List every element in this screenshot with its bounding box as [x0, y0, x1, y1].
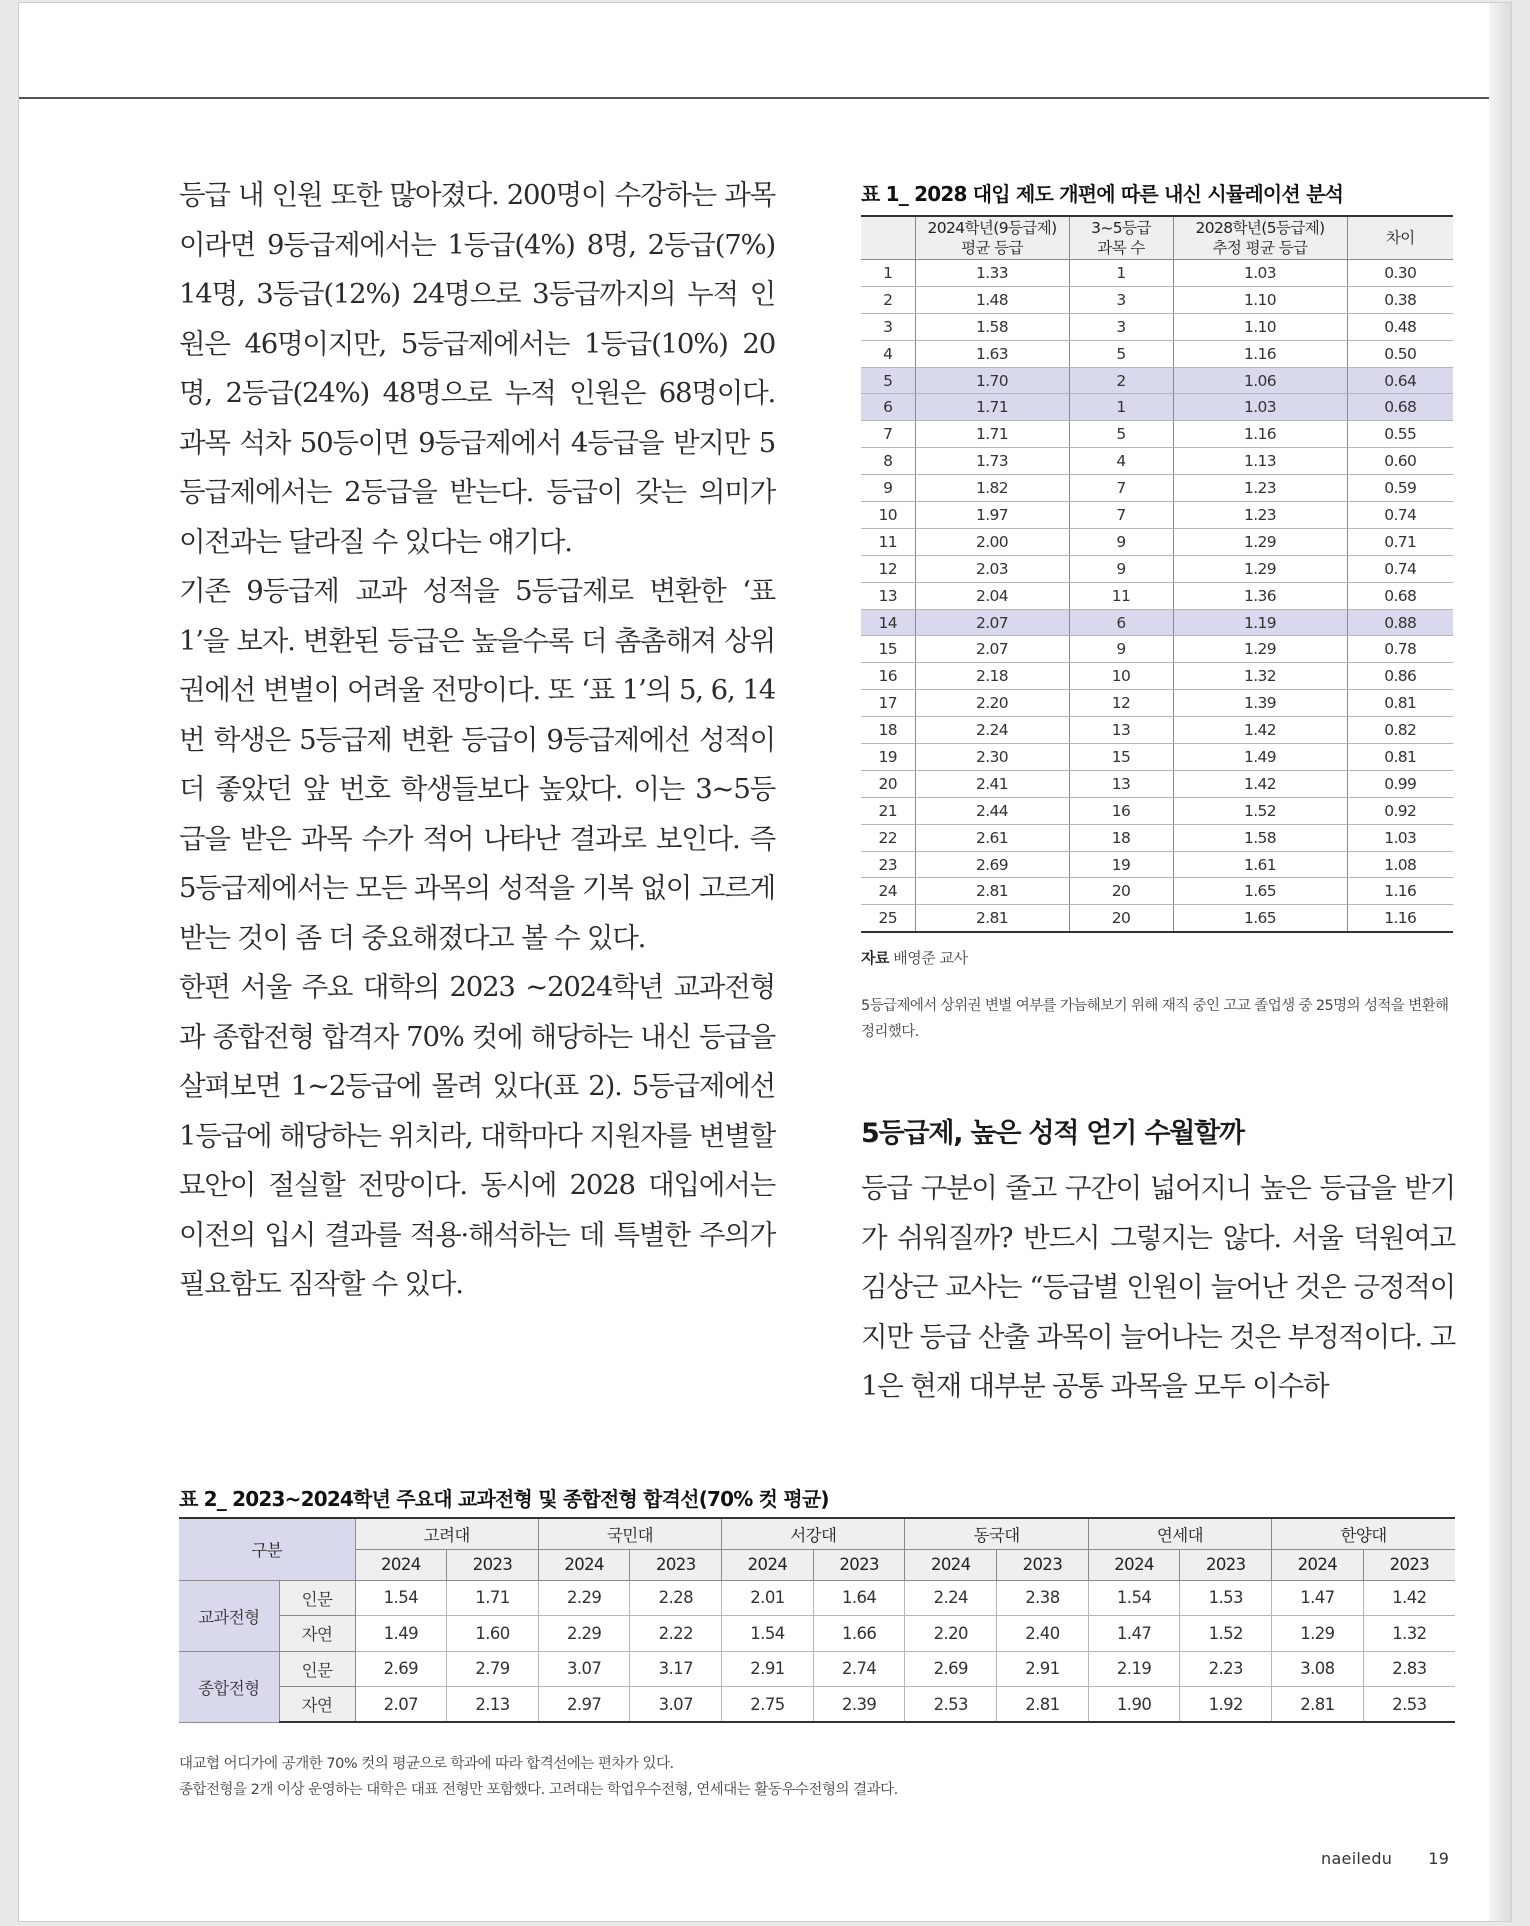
table-cell: 14 — [861, 609, 915, 636]
table-cell: 1.97 — [915, 502, 1069, 529]
table-cell: 2.53 — [905, 1687, 997, 1723]
table-cell: 2.04 — [915, 582, 1069, 609]
table-row — [861, 770, 1453, 797]
table-cell: 1.65 — [1173, 878, 1347, 905]
table-row — [861, 448, 1453, 475]
table-row — [861, 286, 1453, 313]
table-cell: 2.81 — [915, 905, 1069, 932]
table-cell: 1.33 — [915, 260, 1069, 287]
table-cell: 1.64 — [813, 1580, 905, 1616]
year-header: 2023 — [1180, 1549, 1272, 1580]
magazine-page — [18, 2, 1512, 1922]
table-row — [861, 744, 1453, 771]
table-cell: 1.82 — [915, 475, 1069, 502]
table-cell: 2 — [861, 286, 915, 313]
table-cell: 17 — [861, 690, 915, 717]
table2-header-row — [179, 1518, 1455, 1549]
table-cell: 1.66 — [813, 1616, 905, 1652]
year-header: 2024 — [538, 1549, 630, 1580]
table-cell: 2.03 — [915, 555, 1069, 582]
table-cell: 2.44 — [915, 797, 1069, 824]
table-cell: 1.42 — [1173, 717, 1347, 744]
table-cell: 4 — [861, 340, 915, 367]
table-cell: 20 — [1069, 878, 1173, 905]
table1 — [861, 215, 1453, 933]
table-cell: 0.38 — [1347, 286, 1453, 313]
table-cell: 2.29 — [538, 1580, 630, 1616]
table-cell: 19 — [861, 744, 915, 771]
table-cell: 2.74 — [813, 1651, 905, 1687]
table-cell: 1.23 — [1173, 502, 1347, 529]
table-cell: 1.19 — [1173, 609, 1347, 636]
table-cell: 1.61 — [1173, 851, 1347, 878]
table-row — [861, 313, 1453, 340]
table-cell: 0.88 — [1347, 609, 1453, 636]
table-row — [861, 555, 1453, 582]
table-cell: 2.18 — [915, 663, 1069, 690]
year-header: 2024 — [722, 1549, 814, 1580]
year-header: 2024 — [1272, 1549, 1364, 1580]
footer-brand: naeiledu — [1321, 1849, 1393, 1868]
table-cell: 2.24 — [905, 1580, 997, 1616]
table-cell: 1 — [1069, 394, 1173, 421]
table-cell: 2.40 — [997, 1616, 1089, 1652]
table-cell: 2.91 — [722, 1651, 814, 1687]
table-cell: 10 — [1069, 663, 1173, 690]
table-cell: 21 — [861, 797, 915, 824]
table-row — [861, 797, 1453, 824]
table-cell: 20 — [1069, 905, 1173, 932]
table-cell: 2.00 — [915, 528, 1069, 555]
table-cell: 16 — [1069, 797, 1173, 824]
table-cell: 1.10 — [1173, 313, 1347, 340]
body-paragraph: 한편 서울 주요 대학의 2023 ~2024학년 교과전형과 종합전형 합격자 70% 컷에 해당하는 내신 등급을 살펴보면 1~2등급에 몰려 있다(표 2). 5등급제에선 1등급에 해당하는 위치라, 대학마다 지원자를 변별할 묘안이 절실할 전망이다. 동시에 2028 대입에서는 이전의 입시 결과를 적용·해석하는 데 특별한 주의가 필요함도 짐작할 수 있다. — [179, 971, 775, 1300]
table-cell: 7 — [1069, 475, 1173, 502]
table-cell: 1.52 — [1180, 1616, 1272, 1652]
table-cell: 1.54 — [722, 1616, 814, 1652]
table-cell: 3 — [1069, 313, 1173, 340]
table-cell: 25 — [861, 905, 915, 932]
table-cell: 3.17 — [630, 1651, 722, 1687]
table-cell: 1.48 — [915, 286, 1069, 313]
table-cell: 16 — [861, 663, 915, 690]
university-header: 국민대 — [538, 1518, 721, 1549]
table-cell: 0.74 — [1347, 555, 1453, 582]
table-cell: 0.48 — [1347, 313, 1453, 340]
table2-title: 표 2_ 2023~2024학년 주요대 교과전형 및 종합전형 합격선(70% 컷 평균) — [179, 1487, 829, 1511]
table-cell: 2.91 — [997, 1651, 1089, 1687]
table-cell: 1.06 — [1173, 367, 1347, 394]
table2-year-row — [179, 1549, 1455, 1580]
table-cell: 1.32 — [1363, 1616, 1455, 1652]
table-cell: 0.30 — [1347, 260, 1453, 287]
table2 — [179, 1517, 1455, 1723]
table-cell: 1 — [1069, 260, 1173, 287]
table-cell: 5 — [1069, 340, 1173, 367]
table-cell: 1.23 — [1173, 475, 1347, 502]
body-paragraph: 기존 9등급제 교과 성적을 5등급제로 변환한 ‘표 1’을 보자. 변환된 등급은 높을수록 더 촘촘해져 상위권에선 변별이 어려울 전망이다. 또 ‘표 1’의 5, 6, 14번 학생은 5등급제 변환 등급이 9등급제에선 성적이 더 좋았던 앞 번호 학생들보다 높았다. 이는 3~5등급을 받은 과목 수가 적어 나타난 결과로 보인다. 즉 5등급제에서는 모든 과목의 성적을 기복 없이 고르게 받는 것이 좀 더 중요해졌다고 볼 수 있다. — [179, 575, 775, 954]
table-cell: 19 — [1069, 851, 1173, 878]
table-cell: 1 — [861, 260, 915, 287]
table2-note: 대교협 어디가에 공개한 70% 컷의 평균으로 학과에 따라 합격선에는 편차가 있다. — [179, 1756, 674, 1772]
right-column — [861, 1111, 1455, 1412]
table-cell: 12 — [861, 555, 915, 582]
university-header: 동국대 — [905, 1518, 1088, 1549]
top-band — [19, 3, 1511, 99]
table-cell: 0.86 — [1347, 663, 1453, 690]
table-cell: 1.16 — [1173, 340, 1347, 367]
table-cell: 0.81 — [1347, 744, 1453, 771]
table-cell: 9 — [1069, 528, 1173, 555]
table-cell: 2.29 — [538, 1616, 630, 1652]
table-cell: 1.29 — [1272, 1616, 1364, 1652]
table-cell: 1.49 — [355, 1616, 447, 1652]
table-cell: 1.49 — [1173, 744, 1347, 771]
table-row — [861, 878, 1453, 905]
table1-title: 표 1_ 2028 대입 제도 개편에 따른 내신 시뮬레이션 분석 — [861, 182, 1344, 206]
table-row — [861, 502, 1453, 529]
table2-corner: 구분 — [179, 1518, 355, 1580]
source-label: 자료 — [861, 949, 889, 967]
table1-header-line: 평균 등급 — [961, 239, 1023, 257]
table-cell: 23 — [861, 851, 915, 878]
table-cell: 1.52 — [1173, 797, 1347, 824]
year-header: 2024 — [1088, 1549, 1180, 1580]
table-cell: 22 — [861, 824, 915, 851]
table-cell: 0.50 — [1347, 340, 1453, 367]
table-cell: 5 — [861, 367, 915, 394]
table-cell: 1.58 — [915, 313, 1069, 340]
table-cell: 2.39 — [813, 1687, 905, 1723]
table-cell: 1.39 — [1173, 690, 1347, 717]
table-cell: 9 — [1069, 636, 1173, 663]
table-cell: 1.03 — [1347, 824, 1453, 851]
table-cell: 2.41 — [915, 770, 1069, 797]
table-cell: 15 — [1069, 744, 1173, 771]
table-row — [861, 421, 1453, 448]
table-cell: 2.53 — [1363, 1687, 1455, 1723]
subcategory-cell: 인문 — [279, 1651, 355, 1687]
year-header: 2023 — [813, 1549, 905, 1580]
table-cell: 7 — [1069, 502, 1173, 529]
category-cell: 종합전형 — [179, 1651, 279, 1722]
table-cell: 1.16 — [1347, 905, 1453, 932]
year-header: 2023 — [630, 1549, 722, 1580]
page-number: 19 — [1428, 1849, 1450, 1868]
table-row — [179, 1616, 1455, 1652]
table-cell: 0.81 — [1347, 690, 1453, 717]
table-row — [861, 824, 1453, 851]
table-cell: 2.24 — [915, 717, 1069, 744]
university-header: 서강대 — [722, 1518, 905, 1549]
table-cell: 3.07 — [630, 1687, 722, 1723]
body-paragraph: 등급 구분이 줄고 구간이 넓어지니 높은 등급을 받기가 쉬워질까? 반드시 그렇지는 않다. 서울 덕원여고 김상근 교사는 “등급별 인원이 늘어난 것은 긍정적이지만 등급 산출 과목이 늘어나는 것은 부정적이다. 고1은 현재 대부분 공통 과목을 모두 이수하 — [861, 1172, 1455, 1402]
table-cell: 1.32 — [1173, 663, 1347, 690]
table-cell: 10 — [861, 502, 915, 529]
table-cell: 1.54 — [355, 1580, 447, 1616]
table-row — [861, 636, 1453, 663]
table-cell: 2.22 — [630, 1616, 722, 1652]
table-cell: 9 — [861, 475, 915, 502]
source-text: 배영준 교사 — [893, 949, 968, 967]
table1-note: 5등급제에서 상위권 변별 여부를 가늠해보기 위해 재직 중인 고교 졸업생 중 25명의 성적을 변환해 정리했다. — [861, 998, 1449, 1040]
table-row — [861, 905, 1453, 932]
table-cell: 20 — [861, 770, 915, 797]
table-cell: 1.42 — [1173, 770, 1347, 797]
table-cell: 0.55 — [1347, 421, 1453, 448]
table-cell: 13 — [861, 582, 915, 609]
table1-source — [861, 947, 967, 968]
table-cell: 18 — [861, 717, 915, 744]
table-cell: 1.65 — [1173, 905, 1347, 932]
table-cell: 0.68 — [1347, 582, 1453, 609]
table-cell: 0.59 — [1347, 475, 1453, 502]
table-cell: 5 — [1069, 421, 1173, 448]
table-cell: 2.69 — [915, 851, 1069, 878]
table-cell: 1.29 — [1173, 636, 1347, 663]
table1-header — [915, 216, 1069, 260]
table2-body — [179, 1580, 1455, 1722]
table-cell: 2.01 — [722, 1580, 814, 1616]
table-cell: 1.47 — [1088, 1616, 1180, 1652]
table-row — [861, 260, 1453, 287]
table-cell: 1.70 — [915, 367, 1069, 394]
table-cell: 15 — [861, 636, 915, 663]
table-cell: 3.08 — [1272, 1651, 1364, 1687]
table-row — [179, 1580, 1455, 1616]
table-cell: 2.83 — [1363, 1651, 1455, 1687]
table-cell: 0.71 — [1347, 528, 1453, 555]
year-header: 2024 — [905, 1549, 997, 1580]
table-cell: 2.81 — [997, 1687, 1089, 1723]
table-cell: 2.69 — [355, 1651, 447, 1687]
table-row — [861, 717, 1453, 744]
table1-header: 차이 — [1347, 216, 1453, 260]
table-cell: 1.10 — [1173, 286, 1347, 313]
table-row — [861, 340, 1453, 367]
table-cell: 1.36 — [1173, 582, 1347, 609]
section-heading: 5등급제, 높은 성적 얻기 수월할까 — [861, 1118, 1244, 1149]
table-cell: 1.13 — [1173, 448, 1347, 475]
category-cell: 교과전형 — [179, 1580, 279, 1651]
table-cell: 2 — [1069, 367, 1173, 394]
table-cell: 2.81 — [915, 878, 1069, 905]
table-row — [861, 690, 1453, 717]
year-header: 2023 — [1363, 1549, 1455, 1580]
table1-header-line: 과목 수 — [1097, 239, 1145, 257]
table-cell: 1.71 — [915, 421, 1069, 448]
table-cell: 11 — [861, 528, 915, 555]
table-cell: 2.79 — [447, 1651, 539, 1687]
table-cell: 0.68 — [1347, 394, 1453, 421]
table1-header — [1069, 216, 1173, 260]
table-cell: 9 — [1069, 555, 1173, 582]
page-edge-shadow — [1489, 3, 1511, 1921]
university-header: 연세대 — [1088, 1518, 1271, 1549]
table-cell: 2.28 — [630, 1580, 722, 1616]
table-cell: 0.60 — [1347, 448, 1453, 475]
table-cell: 2.20 — [915, 690, 1069, 717]
table-cell: 1.92 — [1180, 1687, 1272, 1723]
table-cell: 2.69 — [905, 1651, 997, 1687]
table1-header-line: 2028학년(5등급제) — [1195, 219, 1325, 237]
table-cell: 1.08 — [1347, 851, 1453, 878]
table2-note: 종합전형을 2개 이상 운영하는 대학은 대표 전형만 포함했다. 고려대는 학업우수전형, 연세대는 활동우수전형의 결과다. — [179, 1782, 898, 1798]
table-row — [861, 582, 1453, 609]
table-row — [861, 663, 1453, 690]
table-row — [861, 528, 1453, 555]
table-cell: 2.97 — [538, 1687, 630, 1723]
table-cell: 1.90 — [1088, 1687, 1180, 1723]
table-cell: 13 — [1069, 770, 1173, 797]
table-cell: 1.63 — [915, 340, 1069, 367]
table1-header-line: 3~5등급 — [1091, 219, 1151, 237]
year-header: 2024 — [355, 1549, 447, 1580]
table-cell: 2.19 — [1088, 1651, 1180, 1687]
table-cell: 0.99 — [1347, 770, 1453, 797]
table-cell: 3 — [1069, 286, 1173, 313]
table1-header-line: 2024학년(9등급제) — [927, 219, 1057, 237]
table-cell: 1.71 — [915, 394, 1069, 421]
body-paragraph: 등급 내 인원 또한 많아졌다. 200명이 수강하는 과목이라면 9등급제에서는 1등급(4%) 8명, 2등급(7%) 14명, 3등급(12%) 24명으로 3등급까지의 누적 인원은 46명이지만, 5등급제에서는 1등급(10%) 20명, 2등급(24%) 48명으로 누적 인원은 68명이다. 과목 석차 50등이면 9등급제에서 4등급을 받지만 5등급제에서는 2등급을 받는다. 등급이 갖는 의미가 이전과는 달라질 수 있다는 얘기다. — [179, 179, 775, 558]
table-cell: 2.07 — [915, 636, 1069, 663]
table1-header-line: 추정 평균 등급 — [1212, 239, 1308, 257]
table-cell: 0.82 — [1347, 717, 1453, 744]
table-cell: 2.38 — [997, 1580, 1089, 1616]
table-row — [861, 367, 1453, 394]
table-cell: 6 — [1069, 609, 1173, 636]
table2-notes — [179, 1751, 898, 1803]
table-cell: 2.07 — [355, 1687, 447, 1723]
table-cell: 2.61 — [915, 824, 1069, 851]
table-cell: 1.16 — [1173, 421, 1347, 448]
table-cell: 12 — [1069, 690, 1173, 717]
table-cell: 11 — [1069, 582, 1173, 609]
university-header: 한양대 — [1272, 1518, 1455, 1549]
page-footer — [1321, 1849, 1449, 1868]
table-cell: 1.53 — [1180, 1580, 1272, 1616]
table-cell: 2.75 — [722, 1687, 814, 1723]
table-cell: 1.29 — [1173, 528, 1347, 555]
table-row — [861, 609, 1453, 636]
table1-body — [861, 260, 1453, 932]
table-cell: 1.58 — [1173, 824, 1347, 851]
table-cell: 0.78 — [1347, 636, 1453, 663]
table-cell: 0.92 — [1347, 797, 1453, 824]
table-cell: 0.74 — [1347, 502, 1453, 529]
table-cell: 1.71 — [447, 1580, 539, 1616]
table-row — [179, 1651, 1455, 1687]
table-row — [861, 394, 1453, 421]
table-cell: 1.60 — [447, 1616, 539, 1652]
table-cell: 1.54 — [1088, 1580, 1180, 1616]
table1-header — [1173, 216, 1347, 260]
table1-header — [861, 216, 915, 260]
year-header: 2023 — [997, 1549, 1089, 1580]
table-cell: 1.16 — [1347, 878, 1453, 905]
table-row — [861, 475, 1453, 502]
table-cell: 1.47 — [1272, 1580, 1364, 1616]
table-cell: 2.23 — [1180, 1651, 1272, 1687]
table-cell: 13 — [1069, 717, 1173, 744]
table-cell: 2.30 — [915, 744, 1069, 771]
table-cell: 18 — [1069, 824, 1173, 851]
table-cell: 0.64 — [1347, 367, 1453, 394]
table-row — [179, 1687, 1455, 1723]
table-cell: 24 — [861, 878, 915, 905]
subcategory-cell: 자연 — [279, 1687, 355, 1723]
table-cell: 6 — [861, 394, 915, 421]
table-cell: 2.20 — [905, 1616, 997, 1652]
table-cell: 2.07 — [915, 609, 1069, 636]
table-cell: 3.07 — [538, 1651, 630, 1687]
table-cell: 4 — [1069, 448, 1173, 475]
table-cell: 1.42 — [1363, 1580, 1455, 1616]
table-cell: 1.73 — [915, 448, 1069, 475]
table-cell: 8 — [861, 448, 915, 475]
subcategory-cell: 자연 — [279, 1616, 355, 1652]
subcategory-cell: 인문 — [279, 1580, 355, 1616]
table-cell: 1.03 — [1173, 394, 1347, 421]
table-row — [861, 851, 1453, 878]
table-cell: 1.29 — [1173, 555, 1347, 582]
table-cell: 1.03 — [1173, 260, 1347, 287]
year-header: 2023 — [447, 1549, 539, 1580]
table-cell: 2.13 — [447, 1687, 539, 1723]
table-cell: 3 — [861, 313, 915, 340]
table-cell: 2.81 — [1272, 1687, 1364, 1723]
left-column — [179, 171, 775, 1310]
table-cell: 7 — [861, 421, 915, 448]
university-header: 고려대 — [355, 1518, 538, 1549]
